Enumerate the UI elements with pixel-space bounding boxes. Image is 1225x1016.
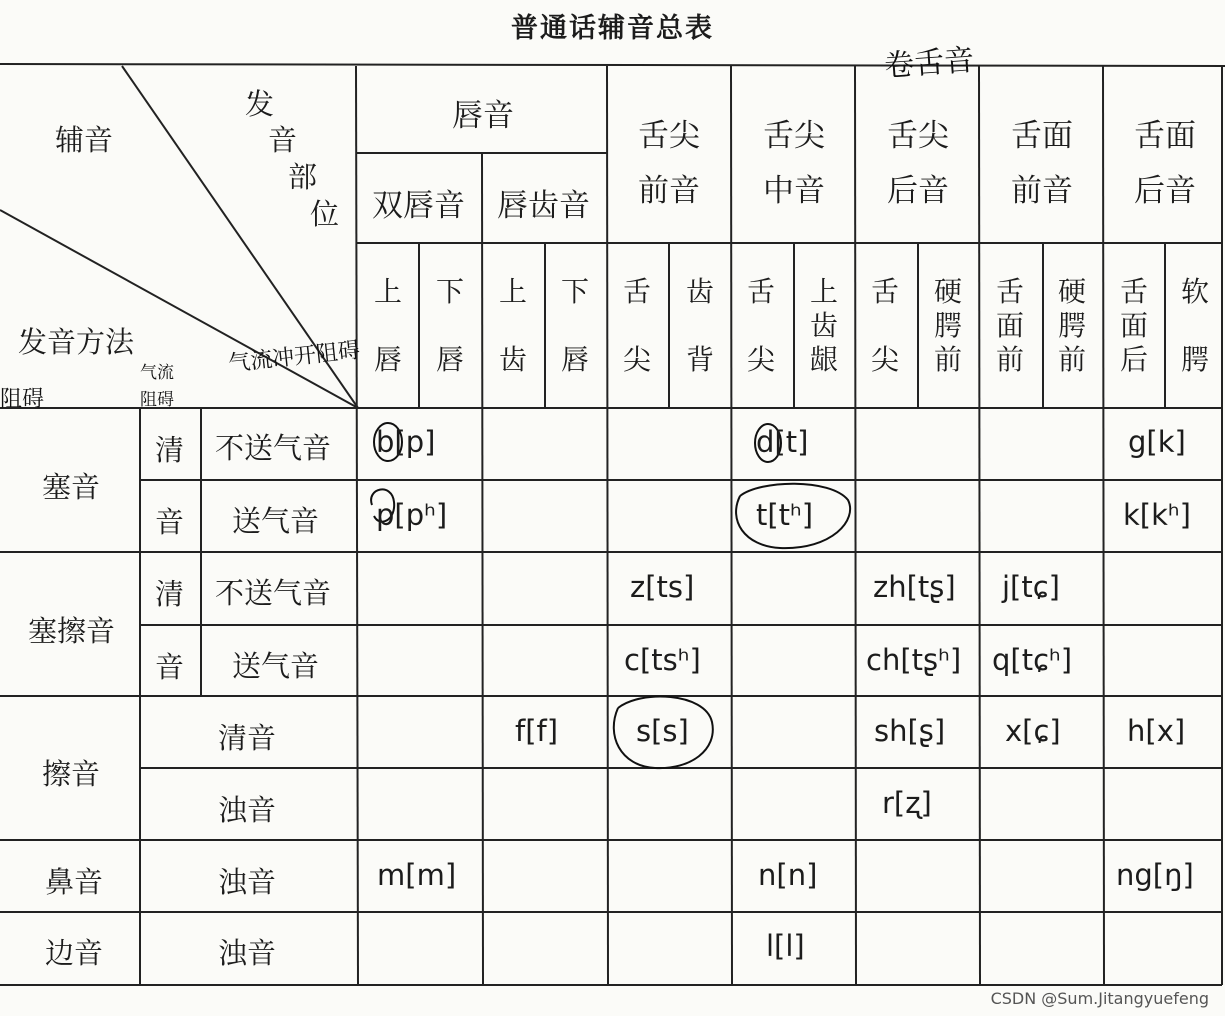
manner-fricative: 擦音 [42,757,101,791]
manner-nasal: 鼻音 [45,865,104,899]
articulator-14: 软 腭 [1180,275,1209,376]
place-tip-back-2: 后音 [887,173,949,209]
place-tip-mid-2: 中音 [763,173,825,209]
cell-z: z[ts] [630,570,695,604]
cell-l: l[l] [766,929,805,963]
place-blade-back-2: 后音 [1134,173,1196,209]
cell-ch: ch[tʂʰ] [866,643,962,677]
articulator-9: 舌 尖 [870,275,899,376]
cell-f: f[f] [515,714,559,748]
place-lips: 唇音 [452,98,514,134]
cell-g: g[k] [1128,425,1186,459]
stop-unaspirated: 不送气音 [215,431,332,465]
cell-p: p[pʰ] [376,498,448,532]
articulator-3: 上 齿 [498,275,527,376]
place-blade-front-2: 前音 [1011,173,1073,209]
articulator-6: 齿 背 [685,275,714,376]
place-label-4: 位 [310,197,340,231]
cell-m: m[m] [377,858,457,892]
place-label-1: 发 [245,87,275,121]
nasal-voiced: 浊音 [218,865,277,899]
cell-s: s[s] [636,714,689,748]
articulator-8: 上 齿 龈 [809,275,838,376]
cell-zh: zh[tʂ] [873,570,956,604]
place-label-3: 部 [288,160,318,194]
articulator-2: 下 唇 [435,275,464,376]
cell-ng: ng[ŋ] [1116,858,1194,892]
articulator-10: 硬 腭 前 [933,275,962,376]
cell-r: r[ʐ] [882,786,932,820]
place-tip-mid-1: 舌尖 [763,118,825,154]
place-tip-front-2: 前音 [638,173,700,209]
cell-t: t[tʰ] [756,498,814,532]
manner-affricate: 塞擦音 [28,614,116,648]
method-label: 发音方法 [18,325,135,359]
place-tip-back-1: 舌尖 [887,118,949,154]
stop-aspirated: 送气音 [232,504,320,538]
cell-d: d[t] [756,425,809,459]
articulator-5: 舌 尖 [622,275,651,376]
articulator-7: 舌 尖 [746,275,775,376]
voiceless-stop-2: 音 [155,505,185,539]
cell-c: c[tsʰ] [624,643,701,677]
articulator-12: 硬 腭 前 [1057,275,1086,376]
handwriting-obstruction-1: 阻碍 [140,390,174,410]
place-tip-front-1: 舌尖 [638,118,700,154]
place-label-2: 音 [268,123,298,157]
cell-j: j[tɕ] [1002,570,1060,604]
handwriting-airflow: 气流 [140,363,174,383]
fricative-voiceless: 清音 [218,721,277,755]
watermark: CSDN @Sum.Jitangyuefeng [990,989,1209,1008]
cell-k: k[kʰ] [1123,498,1191,532]
place-blade-back-1: 舌面 [1134,118,1196,154]
manner-stop: 塞音 [42,470,101,504]
consonant-label: 辅音 [55,123,114,157]
handwriting-obstruction-2: 阻碍 [0,387,45,412]
articulator-13: 舌 面 后 [1119,275,1148,376]
place-blade-front-1: 舌面 [1011,118,1073,154]
articulator-11: 舌 面 前 [995,275,1024,376]
voiceless-stop-1: 清 [155,433,185,467]
cell-n: n[n] [758,858,818,892]
articulator-1: 上 唇 [373,275,402,376]
place-bilabial: 双唇音 [372,188,465,224]
cell-q: q[tɕʰ] [992,643,1073,677]
place-labiodental: 唇齿音 [497,188,590,224]
affricate-aspirated: 送气音 [232,649,320,683]
manner-lateral: 边音 [45,936,104,970]
handwriting-airflow-breaks: 气流冲开阻碍 [227,338,362,377]
voiceless-affricate-1: 清 [155,577,185,611]
affricate-unaspirated: 不送气音 [215,576,332,610]
articulator-4: 下 唇 [560,275,589,376]
lateral-voiced: 浊音 [218,936,277,970]
cell-h: h[x] [1127,714,1186,748]
cell-sh: sh[ʂ] [874,714,946,748]
fricative-voiced: 浊音 [218,793,277,827]
page-title: 普通话辅音总表 [511,13,714,44]
cell-x: x[ɕ] [1005,714,1061,748]
voiceless-affricate-2: 音 [155,650,185,684]
handwriting-retroflex: 卷舌音 [883,42,976,85]
cell-b: b[p] [376,425,436,459]
